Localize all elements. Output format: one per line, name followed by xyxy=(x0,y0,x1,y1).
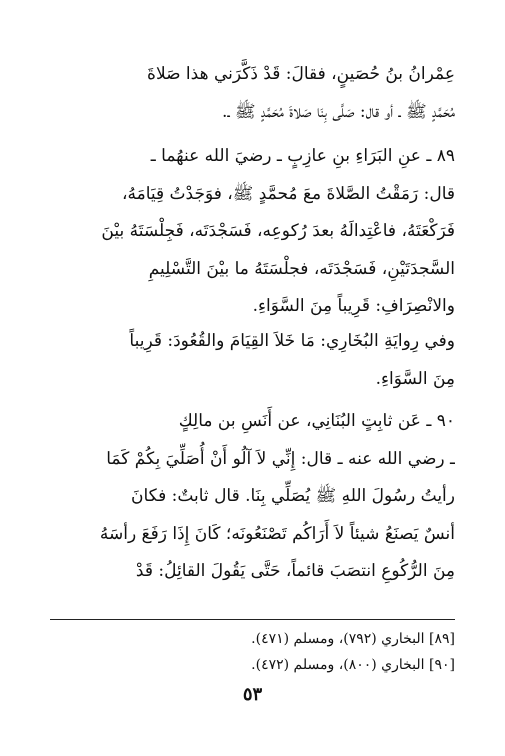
text-line: قال: رَمَقْتُ الصَّلاةَ معَ مُحمَّدٍ ﷺ، فوَجَدْتُ قِيَامَهُ، xyxy=(121,183,455,204)
footnote-90: [٩٠] البخاري (٨٠٠)، ومسلم (٤٧٢). xyxy=(251,657,455,673)
footnote-divider xyxy=(50,619,455,620)
text-line: عِمْرانُ بنُ حُصَينٍ، فقالَ: قَدْ ذَكَّرَني هذا صَلاةَ xyxy=(147,64,455,84)
text-line: رأيتُ رسُولَ اللهِ ﷺ يُصَلِّي بِنَا. قال ثابتٌ: فكانَ xyxy=(131,486,455,506)
text-line: مُحَمَّدٍ ﷺ ـ أو قال: صَلَّى بِنَا صَلاةَ مُحَمَّدٍ ﷺ ـ. xyxy=(222,101,455,122)
footnote-89: [٨٩] البخاري (٧٩٢)، ومسلم (٤٧١). xyxy=(251,631,455,647)
hadith-90 xyxy=(50,403,455,591)
text-line: فَرَكْعَتَهُ، فاعْتِدالَهُ بعدَ رُكوعِه، فَسَجْدَتَه، فَجِلْسَتَهُ بيْنَ xyxy=(101,221,455,241)
text-line: ـ رضي الله عنه ـ قال: إِنِّي لاَ آلُو أَنْ أُصَلِّيَ بِكُمْ كَمَا xyxy=(106,448,455,469)
text-line: أنسٌ يَصنَعُ شيئاً لاَ أَرَاكُم تَصْنَعُونَه؛ كَانَ إِذَا رَفَعَ رأسَهُ xyxy=(99,523,455,544)
text-line: ٩٠ ـ عَن ثابِتٍ البُنَانِي، عن أَنَسِ بن مالِكٍ xyxy=(178,411,455,431)
text-line: مِنَ الرُّكُوعِ انتصَبَ قائماً، حَتَّى يَقُولَ القائِلُ: قَدْ xyxy=(135,561,455,581)
hadith-89 xyxy=(50,138,455,326)
page-number: ٥٣ xyxy=(242,684,263,705)
paragraph-continuation xyxy=(50,56,455,131)
text-line: ٨٩ ـ عنِ البَرَاءِ بنِ عازِبٍ ـ رضيَ الله عنهُما ـ xyxy=(150,146,455,166)
text-line: مِنَ السَّوَاءِ. xyxy=(375,368,455,389)
footnotes xyxy=(50,626,455,678)
text-line: وفي رِوايَةِ البُخَارِي: مَا خَلاَ القِيَامَ والقُعُودَ: قَرِيباً xyxy=(129,331,455,351)
bukhari-narration xyxy=(50,323,455,398)
text-line: السَّجدَتَيْنِ، فَسَجْدَتَه، فجلْسَتَهُ ما بيْنَ التَّسْلِيمِ xyxy=(148,258,455,279)
text-line: والانْصِرَافِ: قَرِيباً مِنَ السَّوَاءِ. xyxy=(252,296,455,316)
